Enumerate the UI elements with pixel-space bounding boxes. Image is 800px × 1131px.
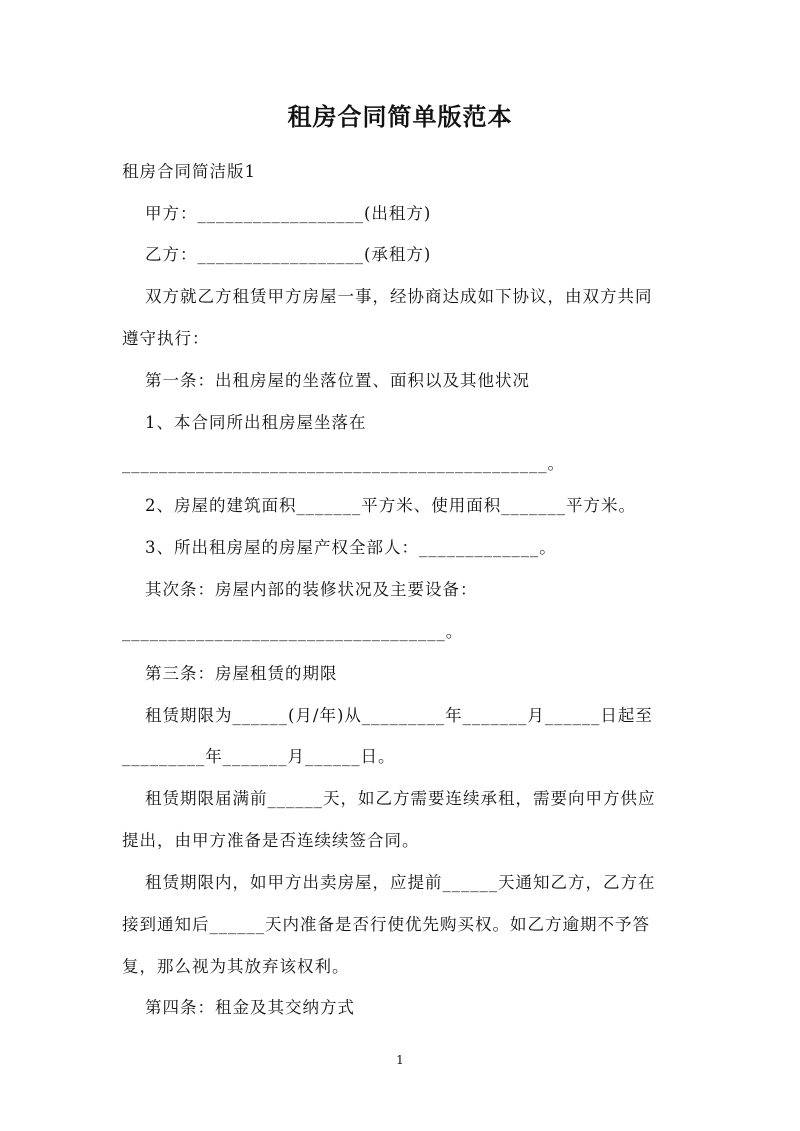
clause-1-2-line: 2、房屋的建筑面积_______平方米、使用面积_______平方米。 (145, 496, 636, 515)
lease-term-line: 租赁期限为______(月/年)从_________年_______月______日起至 (145, 706, 653, 725)
clause-1-3-line: 3、所出租房屋的房屋产权全部人：_____________。 (145, 538, 557, 557)
article-2-blank-line: ___________________________________。 (122, 622, 464, 641)
clause-1-1-line: 1、本合同所出租房屋坐落在 (145, 413, 367, 432)
article-1-heading: 第一条：出租房屋的坐落位置、面积以及其他状况 (145, 371, 530, 390)
agreement-intro-line: 双方就乙方租赁甲方房屋一事，经协商达成如下协议，由双方共同 (145, 287, 653, 306)
document-title: 租房合同简单版范本 (287, 102, 513, 131)
sale-notice-line: 租赁期限内，如甲方出卖房屋，应提前______天通知乙方，乙方在 (145, 873, 656, 892)
article-2-heading: 其次条：房屋内部的装修状况及主要设备： (145, 580, 478, 599)
sale-notice-end: 复，那么视为其放弃该权利。 (122, 957, 350, 976)
party-a-line: 甲方：__________________(出租方) (145, 204, 432, 223)
sale-notice-continuation: 接到通知后______天内准备是否行使优先购买权。如乙方逾期不予答 (122, 915, 650, 934)
lease-term-continuation: _________年_______月______日。 (122, 747, 396, 766)
subtitle-line: 租房合同简洁版1 (122, 162, 256, 181)
clause-1-1-blank-line: ______________________________________________。 (122, 454, 565, 473)
party-b-line: 乙方：__________________(承租方) (145, 245, 432, 264)
page-number: 1 (396, 1053, 404, 1067)
article-4-heading: 第四条：租金及其交纳方式 (145, 998, 355, 1017)
agreement-intro-continuation: 遵守执行： (122, 329, 210, 348)
renewal-line: 租赁期限届满前______天，如乙方需要连续承租，需要向甲方供应 (145, 789, 656, 808)
renewal-continuation: 提出，由甲方准备是否连续续签合同。 (122, 831, 420, 850)
article-3-heading: 第三条：房屋租赁的期限 (145, 664, 338, 683)
